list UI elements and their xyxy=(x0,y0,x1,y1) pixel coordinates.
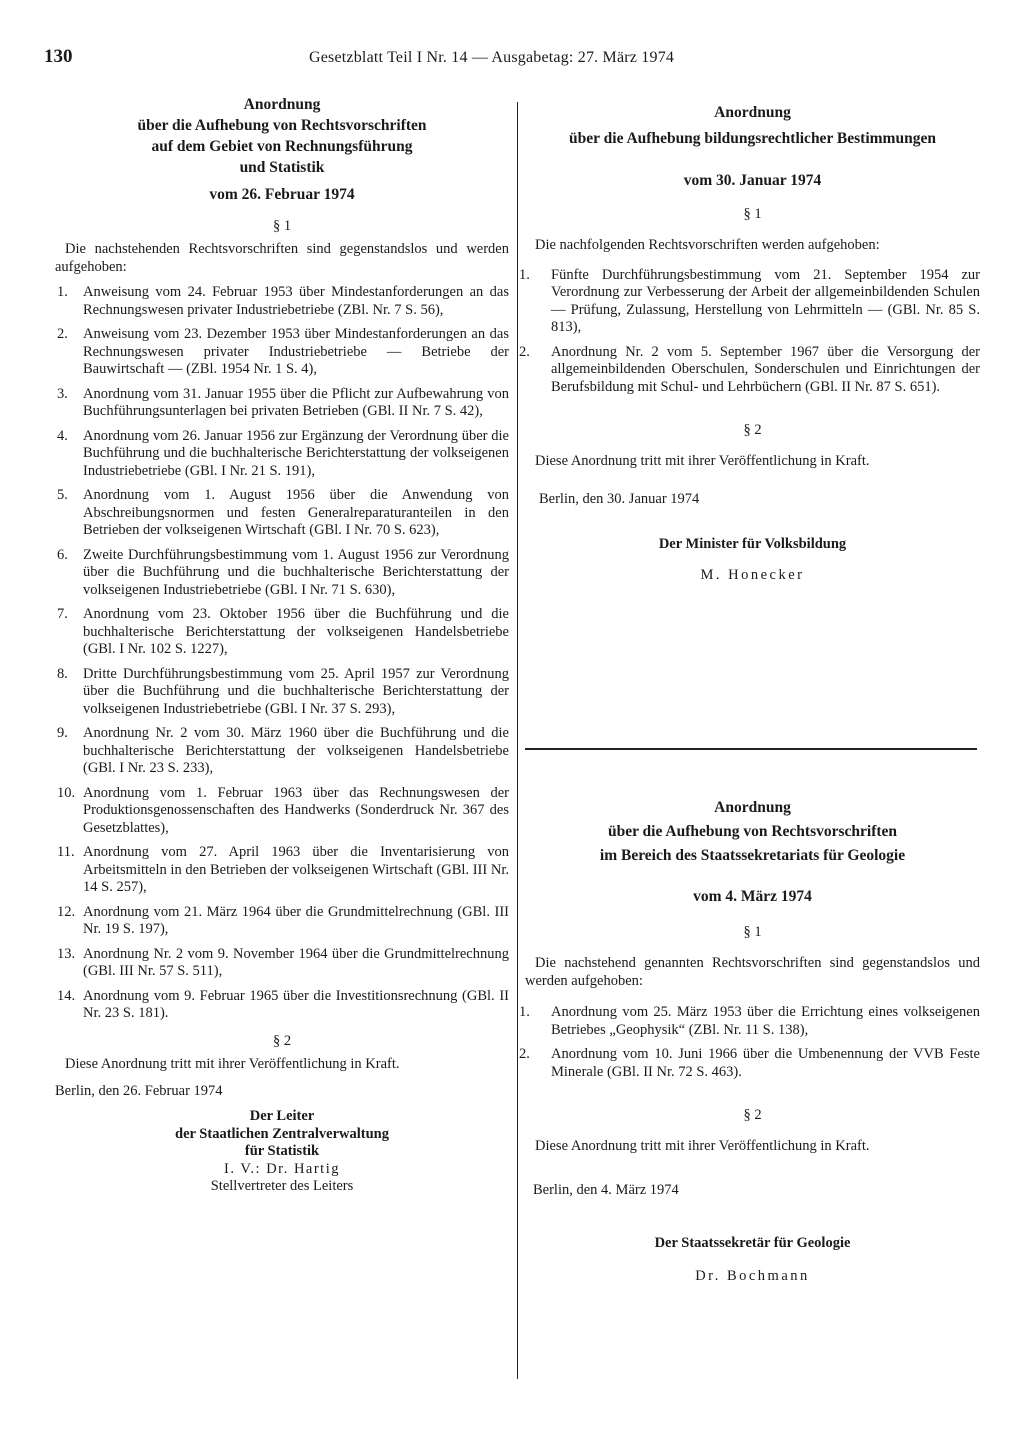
item-number: 3. xyxy=(57,385,68,402)
running-head: Gesetzblatt Teil I Nr. 14 — Ausgabetag: 27. März 1974 xyxy=(309,49,675,66)
title-line: über die Aufhebung bildungsrechtlicher Bestimmungen xyxy=(569,130,936,147)
right-bottom-ordinance xyxy=(519,796,980,1286)
right-bottom-signer: Der Staatssekretär für Geologie xyxy=(654,1234,851,1251)
title-line: auf dem Gebiet von Rechnungsführung xyxy=(151,138,413,155)
list-item xyxy=(55,725,509,778)
section-1: § 1 xyxy=(743,924,762,940)
item-text: Anweisung vom 23. Dezember 1953 über Mindestanforderungen an das Rechnungswesen privater Industriebetriebe — Betriebe der Bauwirtschaft — (ZBl. 1954 Nr. 1 S. 4), xyxy=(83,326,509,377)
item-number: 7. xyxy=(57,606,68,622)
item-number: 2. xyxy=(519,1046,530,1062)
right-bottom-item-list xyxy=(519,1004,980,1081)
item-text: Anordnung Nr. 2 vom 9. November 1964 über die Grundmittelrechnung (GBl. III Nr. 57 S. 511), xyxy=(83,945,509,979)
title-line: über die Aufhebung von Rechtsvorschriften xyxy=(607,823,898,840)
item-text: Fünfte Durchführungsbestimmung vom 21. September 1954 zur Verordnung zur Verbesserung der Arbeit der allgemeinbildenden Schulen — Prüfung, Zulassung, Herstellung von Lehrmitteln — (GBl. Nr. 85 S. 813), xyxy=(551,266,980,335)
right-top-intro: Die nachfolgenden Rechtsvorschriften werden aufgehoben: xyxy=(535,237,880,253)
list-item xyxy=(55,386,509,421)
list-item xyxy=(519,343,980,397)
right-top-title xyxy=(525,100,980,152)
left-ordinance xyxy=(55,94,509,1196)
right-bottom-title xyxy=(525,796,980,868)
item-text: Zweite Durchführungsbestimmung vom 1. August 1956 zur Verordnung über die Buchführung und die buchhalterische Berichterstattung der volkseigenen Industriebetriebe (GBl. I Nr. 71 S. 630), xyxy=(83,546,509,598)
section-2: § 2 xyxy=(743,422,762,438)
right-bottom-intro: Die nachstehend genannten Rechtsvorschriften sind gegenstandslos und werden aufgehoben: xyxy=(525,955,980,989)
list-item xyxy=(55,785,509,838)
item-text: Anordnung Nr. 2 vom 30. März 1960 über die Buchführung und die buchhalterische Berichterstattung der volkseigenen Handelsbetriebe (GBl. I Nr. 23 S. 233), xyxy=(83,725,509,776)
item-text: Anordnung vom 31. Januar 1955 über die Pflicht zur Aufbewahrung von Buchführungsunterlagen bei privaten Betrieben (GBl. II Nr. 7 S. 42), xyxy=(83,385,509,419)
item-number: 4. xyxy=(57,427,68,444)
item-text: Anordnung vom 1. Februar 1963 über das Rechnungswesen der Produktionsgenossenschaften des Handwerks (Sonderdruck Nr. 367 des Gesetzblattes), xyxy=(83,784,509,836)
item-number: 6. xyxy=(57,546,68,563)
right-top-name: M. Honecker xyxy=(700,567,805,583)
item-number: 13. xyxy=(57,945,76,962)
left-title xyxy=(55,94,509,178)
item-number: 2. xyxy=(57,326,68,342)
right-top-ordinance xyxy=(519,100,980,585)
list-item xyxy=(55,666,509,719)
list-item xyxy=(55,946,509,981)
list-item xyxy=(55,326,509,379)
item-number: 2. xyxy=(519,343,530,360)
item-text: Anordnung vom 26. Januar 1956 zur Ergänzung der Verordnung über die Buchführung und die buchhalterische Berichterstattung der volkseigenen Industriebetriebe (GBl. I Nr. 21 S. 191), xyxy=(83,427,509,479)
left-signer xyxy=(55,1108,509,1161)
item-number: 8. xyxy=(57,665,68,682)
title-line: Anordnung xyxy=(714,104,791,121)
item-text: Anordnung vom 21. März 1964 über die Grundmittelrechnung (GBl. III Nr. 19 S. 197), xyxy=(83,903,509,937)
right-top-item-list xyxy=(519,266,980,397)
right-top-place-date: Berlin, den 30. Januar 1974 xyxy=(539,490,700,507)
item-number: 1. xyxy=(519,266,530,283)
section-rule xyxy=(525,748,977,750)
item-text: Anordnung vom 1. August 1956 über die Anwendung von Abschreibungsnormen und festen Generalreparaturanteilen in den Betrieben der volkseigenen Wirtschaft (GBl. I Nr. 70 S. 623), xyxy=(83,487,509,538)
section-1: § 1 xyxy=(272,218,292,234)
item-text: Anordnung vom 23. Oktober 1956 über die Buchführung und die buchhalterische Berichterstattung der volkseigenen Handelsbetriebe (GBl. I Nr. 102 S. 1227), xyxy=(83,606,509,657)
title-line: Anordnung xyxy=(243,96,321,113)
item-text: Anweisung vom 24. Februar 1953 über Mindestanforderungen an das Rechnungswesen privater Industriebetriebe (ZBl. Nr. 7 S. 56), xyxy=(83,284,509,318)
list-item xyxy=(519,266,980,337)
left-role: Stellvertreter des Leiters xyxy=(210,1178,354,1194)
list-item xyxy=(55,487,509,540)
item-number: 9. xyxy=(57,725,68,741)
item-text: Anordnung vom 9. Februar 1965 über die Investitionsrechnung (GBl. II Nr. 23 S. 181). xyxy=(83,987,509,1021)
right-bottom-place-date: Berlin, den 4. März 1974 xyxy=(533,1181,679,1198)
signer-line: der Staatlichen Zentralverwaltung xyxy=(175,1125,389,1142)
item-text: Anordnung vom 27. April 1963 über die Inventarisierung von Arbeitsmitteln in den Betrieben der volkseigenen Wirtschaft (GBl. III Nr. 14 S. 257), xyxy=(83,844,509,895)
section-2: § 2 xyxy=(743,1107,762,1123)
section-1: § 1 xyxy=(743,206,762,222)
left-name: I. V.: Dr. Hartig xyxy=(224,1160,340,1177)
item-text: Dritte Durchführungsbestimmung vom 25. April 1957 zur Verordnung über die Buchführung und die buchhalterische Berichterstattung der volkseigenen Industriebetriebe (GBl. I Nr. 37 S. 293), xyxy=(83,665,509,717)
right-top-effect: Diese Anordnung tritt mit ihrer Veröffentlichung in Kraft. xyxy=(535,453,870,469)
list-item xyxy=(519,1046,980,1081)
list-item xyxy=(519,1004,980,1039)
list-item xyxy=(55,547,509,600)
right-bottom-date: vom 4. März 1974 xyxy=(693,888,812,905)
right-top-signer: Der Minister für Volksbildung xyxy=(658,535,847,552)
list-item xyxy=(55,428,509,481)
item-text: Anordnung vom 10. Juni 1966 über die Umbenennung der VVB Feste Minerale (GBl. II Nr. 72 S. 463). xyxy=(551,1046,980,1080)
right-top-date: vom 30. Januar 1974 xyxy=(683,172,822,189)
item-number: 11. xyxy=(57,844,75,860)
item-number: 1. xyxy=(57,284,68,300)
item-number: 14. xyxy=(57,987,76,1004)
item-number: 12. xyxy=(57,903,76,920)
left-effect: Diese Anordnung tritt mit ihrer Veröffentlichung in Kraft. xyxy=(65,1055,400,1072)
left-intro: Die nachstehenden Rechtsvorschriften sind gegenstandslos und werden aufgehoben: xyxy=(55,241,509,275)
list-item xyxy=(55,904,509,939)
list-item xyxy=(55,284,509,319)
item-number: 5. xyxy=(57,487,68,503)
left-date: vom 26. Februar 1974 xyxy=(209,186,355,203)
page-number: 130 xyxy=(44,46,73,67)
title-line: über die Aufhebung von Rechtsvorschriften xyxy=(137,117,427,134)
signer-line: für Statistik xyxy=(244,1143,320,1159)
right-bottom-effect: Diese Anordnung tritt mit ihrer Veröffentlichung in Kraft. xyxy=(535,1138,870,1154)
title-line: und Statistik xyxy=(239,159,325,176)
item-number: 1. xyxy=(519,1004,530,1020)
list-item xyxy=(55,844,509,897)
left-place-date: Berlin, den 26. Februar 1974 xyxy=(55,1083,223,1099)
left-item-list xyxy=(55,284,509,1023)
column-divider xyxy=(517,102,518,1379)
title-line: im Bereich des Staatssekretariats für Geologie xyxy=(599,847,906,864)
right-bottom-name: Dr. Bochmann xyxy=(695,1268,810,1284)
list-item xyxy=(55,606,509,659)
section-2: § 2 xyxy=(272,1032,292,1049)
item-text: Anordnung Nr. 2 vom 5. September 1967 über die Versorgung der allgemeinbildenden Oberschulen, Sonderschulen und Einrichtungen der Berufsbildung mit Schul- und Lehrbüchern (GBl. II Nr. 87 S. 651). xyxy=(551,343,980,395)
item-text: Anordnung vom 25. März 1953 über die Errichtung eines volkseigenen Betriebes „Geophysik“ (ZBl. Nr. 11 S. 138), xyxy=(551,1004,980,1038)
title-line: Anordnung xyxy=(714,799,791,816)
list-item xyxy=(55,988,509,1023)
signer-line: Der Leiter xyxy=(249,1108,315,1124)
item-number: 10. xyxy=(57,784,76,801)
